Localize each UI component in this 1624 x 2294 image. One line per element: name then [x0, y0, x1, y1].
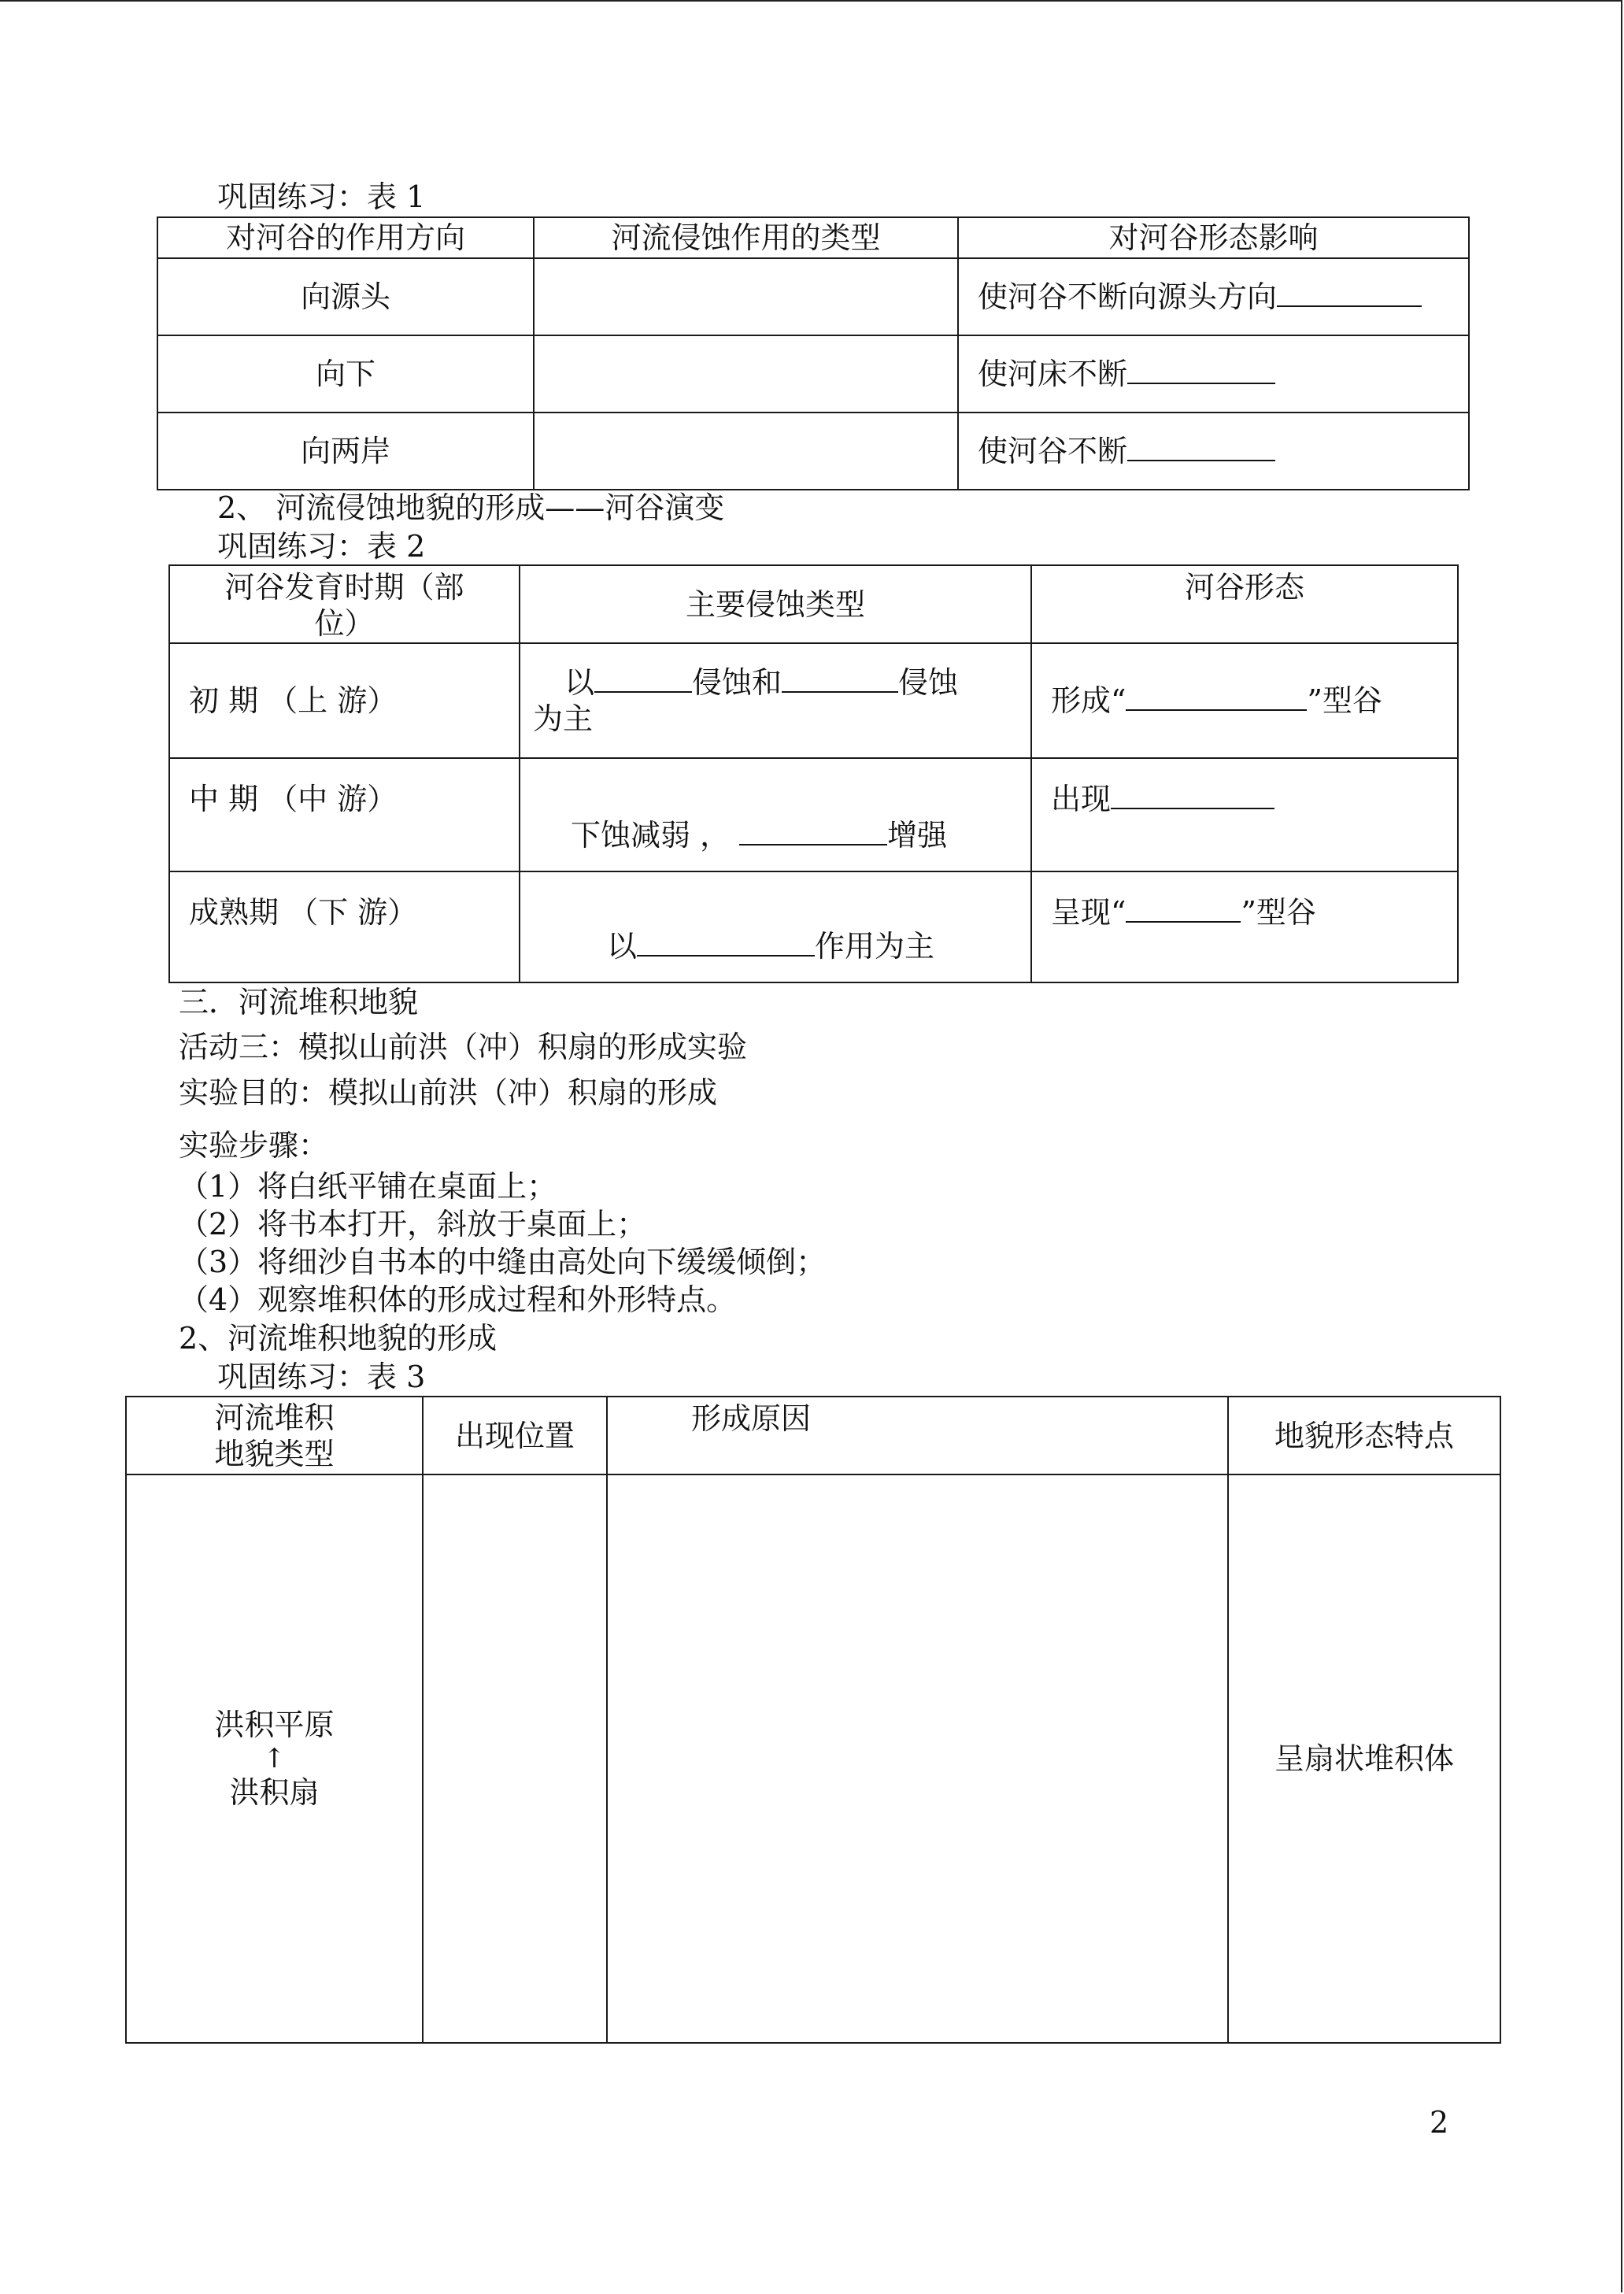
- table3-header-feature: 地貌形态特点: [1228, 1397, 1500, 1474]
- table2-type-text: 增强: [887, 818, 948, 853]
- table-row: [157, 258, 1469, 335]
- table3-location-cell: [423, 1474, 607, 2043]
- table3-header-type-line2: 地貌类型: [214, 1436, 335, 1471]
- table2-form-cell: [1031, 758, 1458, 871]
- table2-period: 初 期 （上 游）: [169, 643, 520, 758]
- table2-header-period: [169, 565, 520, 643]
- table2-type-cell: [520, 643, 1031, 758]
- table2-form-text: 呈现“: [1051, 895, 1126, 930]
- table1-erosion-type-cell: [534, 335, 958, 413]
- table2-type-text: 侵蚀: [898, 665, 959, 700]
- section3-title: 三．河流堆积地貌: [179, 985, 419, 1019]
- answer-blank: [739, 817, 887, 845]
- table1-effect-text: 使河谷不断: [978, 434, 1128, 468]
- up-arrow-icon: ↑: [263, 1743, 286, 1774]
- table1-header-erosion-type: 河流侵蚀作用的类型: [534, 217, 958, 258]
- table1-header-row: [157, 217, 1469, 258]
- table3-header-cause: 形成原因: [607, 1397, 1228, 1474]
- table2-form-text: ”型谷: [1241, 895, 1316, 930]
- table2-form-text: 形成“: [1051, 683, 1126, 718]
- table1-direction: 向两岸: [157, 413, 534, 490]
- table3-header-location: 出现位置: [423, 1397, 607, 1474]
- table3: [125, 1396, 1501, 2044]
- table2-form-text: ”型谷: [1307, 683, 1382, 718]
- answer-blank: [1126, 683, 1307, 711]
- table2-header-row: [169, 565, 1458, 643]
- answer-blank: [1111, 781, 1274, 809]
- table3-header-type: [126, 1397, 423, 1474]
- steps-label: 实验步骤：: [179, 1128, 329, 1163]
- answer-blank: [782, 664, 898, 693]
- page-number: 2: [1430, 2105, 1449, 2140]
- table1-header-effect: 对河谷形态影响: [958, 217, 1469, 258]
- step-item: （1）将白纸平铺在桌面上；: [179, 1169, 557, 1204]
- answer-blank: [1127, 356, 1275, 384]
- table1-direction: 向下: [157, 335, 534, 413]
- table-row: [157, 335, 1469, 413]
- table3-header-row: [126, 1397, 1500, 1474]
- answer-blank: [1127, 433, 1275, 461]
- table1-effect-cell: [958, 258, 1469, 335]
- step-item: （4）观察堆积体的形成过程和外形特点。: [179, 1282, 737, 1317]
- table-row: [157, 413, 1469, 490]
- table2-type-cell: [520, 871, 1031, 982]
- table2-header-period-line1: 河谷发育时期（部: [224, 570, 464, 605]
- table2-header-main-type: 主要侵蚀类型: [520, 565, 1031, 643]
- table2: [168, 564, 1459, 983]
- table1-header-direction: 对河谷的作用方向: [157, 217, 534, 258]
- table2-type-text: 以: [564, 665, 595, 700]
- table-row: [169, 758, 1458, 871]
- table1-erosion-type-cell: [534, 413, 958, 490]
- table2-header-period-line2: 位）: [314, 606, 375, 641]
- table3-feature-cell: 呈扇状堆积体: [1228, 1474, 1500, 2043]
- table1-direction: 向源头: [157, 258, 534, 335]
- table2-form-cell: [1031, 643, 1458, 758]
- table-row: [169, 643, 1458, 758]
- step-item: （2）将书本打开，斜放于桌面上；: [179, 1207, 647, 1241]
- table1-caption: 巩固练习：表 1: [217, 179, 426, 214]
- table1-effect-text: 使河床不断: [978, 357, 1128, 391]
- table3-type-cell: [126, 1474, 423, 2043]
- table1-effect-cell: [958, 413, 1469, 490]
- table3-header-type-line1: 河流堆积: [214, 1400, 335, 1435]
- answer-blank: [637, 928, 815, 956]
- table-row: [169, 871, 1458, 982]
- answer-blank: [1126, 894, 1241, 923]
- answer-blank: [1277, 279, 1422, 307]
- table-row: [126, 1474, 1500, 2043]
- purpose-line: 实验目的：模拟山前洪（冲）积扇的形成: [179, 1075, 718, 1110]
- table2-type-text: 下蚀减弱 ，: [571, 818, 731, 853]
- table2-period: 中 期 （中 游）: [169, 758, 520, 871]
- table2-header-valley-form: 河谷形态: [1031, 565, 1458, 643]
- table1: [157, 216, 1470, 490]
- table2-form-cell: [1031, 871, 1458, 982]
- step-item: （3）将细沙自书本的中缝由高处向下缓缓倾倒；: [179, 1245, 827, 1279]
- table2-type-line2: 为主: [533, 701, 594, 736]
- table2-caption: 巩固练习：表 2: [217, 529, 426, 564]
- table3-type-top: 洪积平原: [214, 1708, 335, 1742]
- table3-cause-cell: [607, 1474, 1228, 2043]
- table2-type-text: 作用为主: [815, 929, 935, 964]
- table1-effect-cell: [958, 335, 1469, 413]
- answer-blank: [594, 664, 692, 693]
- section3-subtitle: 2、河流堆积地貌的形成: [179, 1321, 498, 1356]
- table1-effect-text: 使河谷不断向源头方向: [978, 279, 1278, 314]
- table2-period: 成熟期 （下 游）: [169, 871, 520, 982]
- table2-form-text: 出现: [1051, 782, 1112, 816]
- activity-line: 活动三：模拟山前洪（冲）积扇的形成实验: [179, 1030, 748, 1064]
- table2-type-line1: [533, 664, 1030, 701]
- table3-caption: 巩固练习：表 3: [217, 1360, 426, 1394]
- table2-type-cell: [520, 758, 1031, 871]
- table3-type-bottom: 洪积扇: [229, 1775, 320, 1810]
- section2-title: 2、 河流侵蚀地貌的形成——河谷演变: [217, 490, 725, 525]
- table1-erosion-type-cell: [534, 258, 958, 335]
- table2-type-text: 以: [607, 929, 638, 964]
- table2-type-text: 侵蚀和: [692, 665, 782, 700]
